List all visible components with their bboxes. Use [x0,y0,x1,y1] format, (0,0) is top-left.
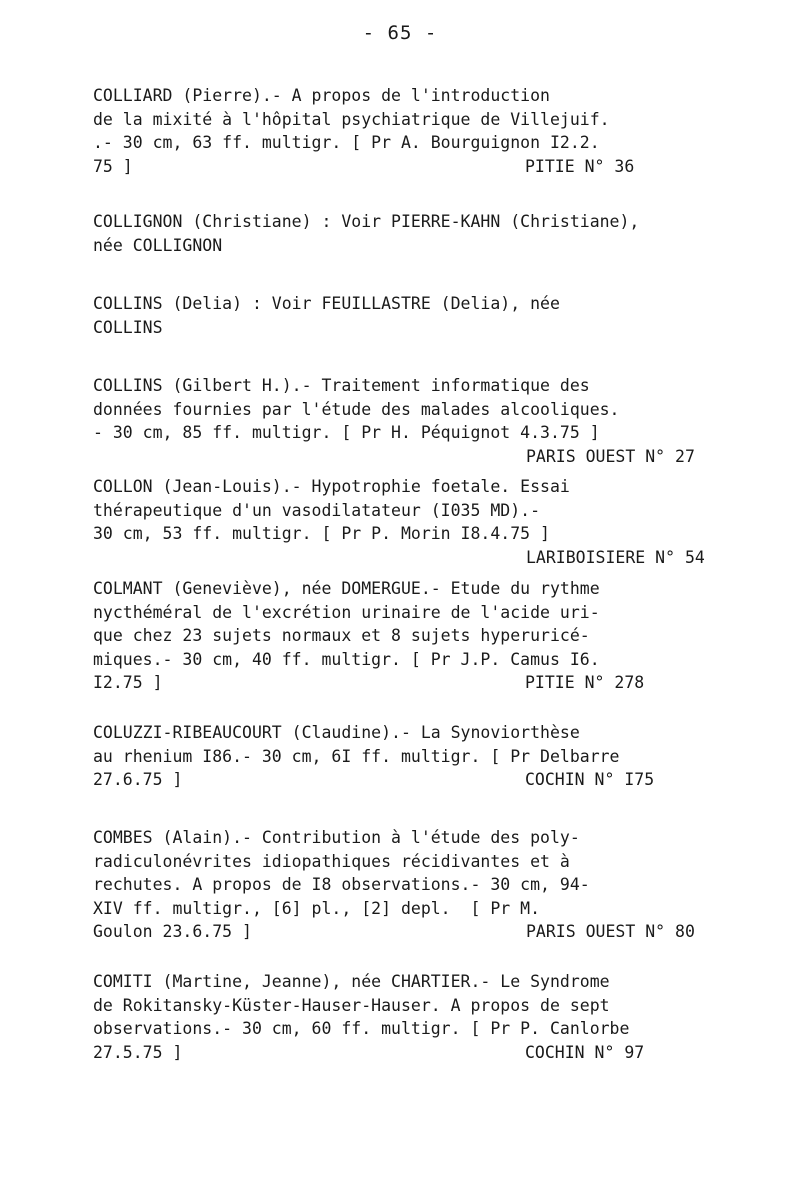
entry-line: que chez 23 sujets normaux et 8 sujets hyperuricé- [93,626,590,645]
entry-line: 27.5.75 ] [93,1042,183,1062]
library-location: PARIS OUEST N° 80 [526,922,695,941]
bibliography-entry-colmant [93,577,713,695]
entry-line: observations.- 30 cm, 60 ff. multigr. [ Pr P. Canlorbe [93,1019,630,1038]
entry-line: thérapeutique d'un vasodilatateur (I035 MD).- [93,500,541,520]
entry-last-line [93,920,713,944]
library-location: PITIE N° 36 [525,156,635,176]
entry-line: .- 30 cm, 63 ff. multigr. [ Pr A. Bourguignon I2.2. [93,133,600,152]
entry-line: COMBES (Alain).- Contribution à l'étude des poly- [93,828,580,847]
entry-line: COLLIGNON (Christiane) : Voir PIERRE-KAHN (Christiane), [93,212,640,231]
entry-line: 27.6.75 ] [93,770,183,789]
library-location: COCHIN N° 97 [525,1042,645,1062]
bibliography-entry-collins-gilbert [93,374,713,468]
library-location: COCHIN N° I75 [525,770,655,789]
entry-last-line [93,768,713,792]
entry-last-line [93,445,713,469]
entry-line: COLMANT (Geneviève), née DOMERGUE.- Etude du rythme [93,579,600,598]
library-location: PITIE N° 278 [525,673,645,692]
entry-line: I2.75 ] [93,673,163,692]
bibliography-entry-colliard [93,84,713,178]
bibliography-entry-comiti [93,970,713,1064]
entry-line: COLLINS (Delia) : Voir FEUILLASTRE (Delia), née [93,294,560,313]
entry-line: née COLLIGNON [93,235,223,255]
entry-line: radiculonévrites idiopathiques récidivantes et à [93,851,570,871]
page-number: - 65 - [362,22,438,44]
entry-last-line [93,546,713,570]
bibliography-entry-combes [93,826,713,944]
entry-last-line [93,155,713,179]
entry-line: COMITI (Martine, Jeanne), née CHARTIER.- Le Syndrome [93,972,610,991]
entry-line: au rhenium I86.- 30 cm, 6I ff. multigr. [ Pr Delbarre [93,746,620,766]
entry-last-line [93,1041,713,1065]
entry-last-line [93,671,713,695]
entry-line: nycthéméral de l'excrétion urinaire de l'acide uri- [93,602,600,622]
entry-line: 30 cm, 53 ff. multigr. [ Pr P. Morin I8.4.75 ] [93,524,550,543]
bibliography-entry-collins-delia [93,292,713,339]
entry-line: COLUZZI-RIBEAUCOURT (Claudine).- La Synoviorthèse [93,723,580,742]
entry-line: 75 ] [93,156,133,176]
entry-line: Goulon 23.6.75 ] [93,922,252,941]
bibliography-entry-collon [93,475,713,569]
entry-line: données fournies par l'étude des malades alcooliques. [93,399,620,419]
bibliography-entry-collignon [93,210,713,257]
library-location: LARIBOISIERE N° 54 [526,547,705,567]
entry-line: COLLINS [93,317,163,337]
bibliography-entry-coluzzi-ribeaucourt [93,721,713,792]
entry-line: XIV ff. multigr., [6] pl., [2] depl. [ Pr M. [93,898,541,918]
entry-line: COLLON (Jean-Louis).- Hypotrophie foetale. Essai [93,477,570,496]
entry-line: de la mixité à l'hôpital psychiatrique de Villejuif. [93,109,610,129]
entry-line: rechutes. A propos de I8 observations.- 30 cm, 94- [93,875,590,894]
entry-line: - 30 cm, 85 ff. multigr. [ Pr H. Péquignot 4.3.75 ] [93,423,600,442]
entry-line: COLLINS (Gilbert H.).- Traitement informatique des [93,376,590,395]
entry-line: de Rokitansky-Küster-Hauser-Hauser. A propos de sept [93,995,610,1015]
entry-line: miques.- 30 cm, 40 ff. multigr. [ Pr J.P. Camus I6. [93,649,600,669]
entry-line: COLLIARD (Pierre).- A propos de l'introduction [93,86,550,105]
library-location: PARIS OUEST N° 27 [526,446,695,466]
